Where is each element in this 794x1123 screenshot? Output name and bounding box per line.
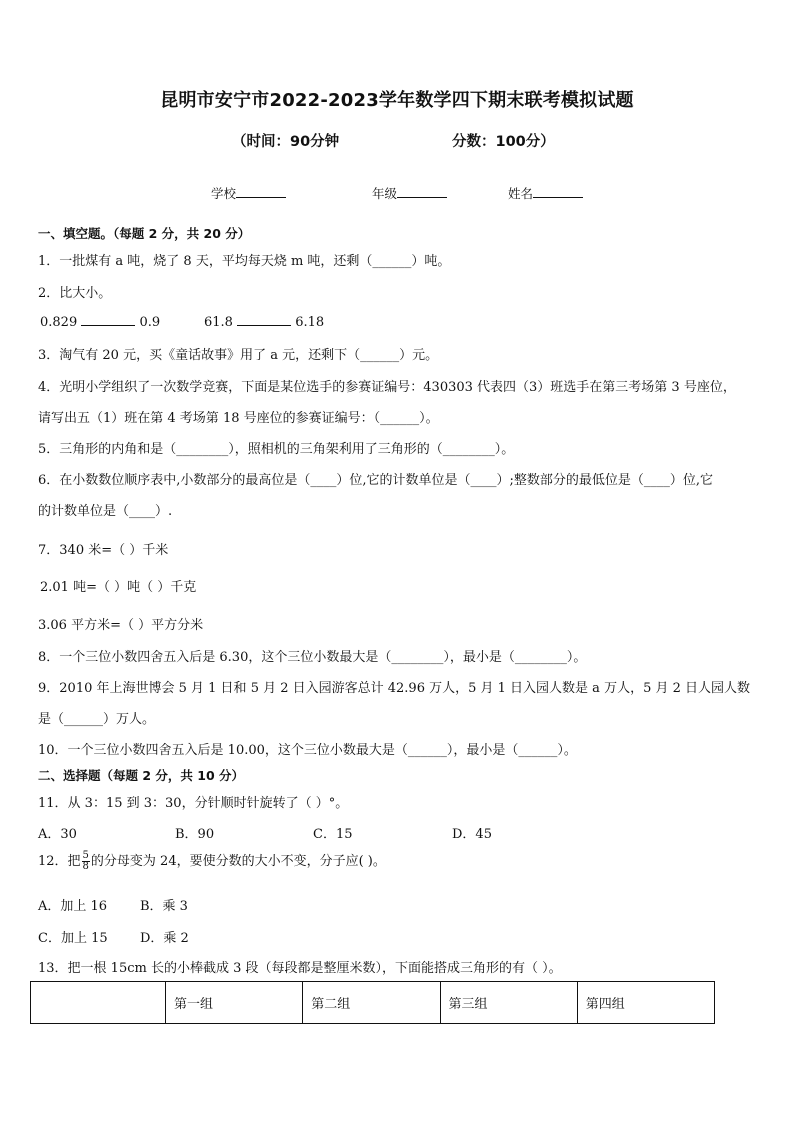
exam-score: 分数：100分） [452,134,555,150]
question-2-compare-a [40,313,160,330]
question-6-line-2: 的计数单位是（____）. [38,504,173,519]
question-5: 5．三角形的内角和是（________），照相机的三角架利用了三角形的（________）。 [38,442,515,457]
table-header-group-3: 第三组 [440,982,577,1024]
question-3: 3．淘气有 20 元，买《童话故事》用了 a 元，还剩下（______）元。 [38,348,439,363]
table-header-group-1: 第一组 [166,982,303,1024]
grade-blank [397,183,447,198]
question-11-option-a[interactable]: A．30 [38,827,77,842]
compare-b-blank [237,313,291,326]
question-10: 10．一个三位小数四舍五入后是 10.00，这个三位小数最大是（______），最小是（______）。 [38,743,577,758]
compare-b-left: 61.8 [204,315,233,330]
name-label: 姓名 [508,186,534,201]
compare-b-right: 6.18 [295,315,325,330]
question-7-line-2: 2.01 吨=（ ）吨（ ）千克 [40,580,197,595]
question-9-line-1: 9．2010 年上海世博会 5 月 1 日和 5 月 2 日入园游客总计 42.96 万人，5 月 1 日入园人数是 a 万人，5 月 2 日人园人数 [38,681,751,696]
grade-label: 年级 [372,186,398,201]
table-header-group-2: 第二组 [303,982,440,1024]
table-cell-blank [31,982,166,1024]
question-11-option-c[interactable]: C．15 [313,827,353,842]
name-field [508,183,583,202]
section-fill-blank-heading: 一、填空题。（每题 2 分，共 20 分） [38,226,251,241]
school-field [211,183,286,202]
compare-a-right: 0.9 [139,315,161,330]
question-12-suffix: 的分母变为 24，要使分数的大小不变，分子应( )。 [90,854,386,869]
school-blank [236,183,286,198]
question-9-line-2: 是（______）万人。 [38,712,156,727]
question-4-line-1: 4．光明小学组织了一次数学竞赛，下面是某位选手的参赛证编号：430303 代表四（3）班选手在第三考场第 3 号座位， [38,380,736,395]
question-2: 2．比大小。 [38,286,112,301]
section-choice-heading: 二、选择题（每题 2 分，共 10 分） [38,768,245,783]
grade-field [372,183,447,202]
table-header-group-4: 第四组 [577,982,714,1024]
question-12-option-a[interactable]: A．加上 16 [38,899,108,914]
question-12 [38,850,386,872]
question-2-compare-b [204,313,324,330]
compare-a-blank [81,313,135,326]
school-label: 学校 [211,186,237,201]
question-7-line-3: 3.06 平方米=（ ）平方分米 [38,618,204,633]
question-6-line-1: 6．在小数数位顺序表中,小数部分的最高位是（____）位,它的计数单位是（____）;整数部分的最低位是（____）位,它 [38,473,714,488]
question-11-option-b[interactable]: B．90 [175,827,215,842]
fraction-five-eighths [82,851,90,872]
question-12-prefix: 12．把 [38,854,81,869]
question-12-option-b[interactable]: B．乘 3 [140,899,188,914]
table-row [31,982,715,1024]
question-1: 1．一批煤有 a 吨，烧了 8 天，平均每天烧 m 吨，还剩（______）吨。 [38,254,451,269]
question-13-table [30,981,715,1024]
question-11: 11．从 3：15 到 3：30，分针顺时针旋转了（ ）°。 [38,796,349,811]
exam-title: 昆明市安宁市2022-2023学年数学四下期末联考模拟试题 [160,90,634,111]
question-4-line-2: 请写出五（1）班在第 4 考场第 18 号座位的参赛证编号：（______）。 [38,411,439,426]
question-12-option-c[interactable]: C．加上 15 [38,931,108,946]
question-8: 8．一个三位小数四舍五入后是 6.30，这个三位小数最大是（________），最小是（________）。 [38,650,587,665]
question-12-option-d[interactable]: D．乘 2 [140,931,189,946]
name-blank [533,183,583,198]
exam-time: （时间：90分钟 [232,134,340,150]
question-7-line-1: 7．340 米=（ ）千米 [38,543,169,558]
fraction-numerator: 5 [82,850,89,861]
question-11-option-d[interactable]: D．45 [452,827,492,842]
question-13: 13．把一根 15cm 长的小棒截成 3 段（每段都是整厘米数），下面能搭成三角形的有（ ）。 [38,961,562,976]
compare-a-left: 0.829 [40,315,78,330]
fraction-denominator: 8 [82,861,89,872]
